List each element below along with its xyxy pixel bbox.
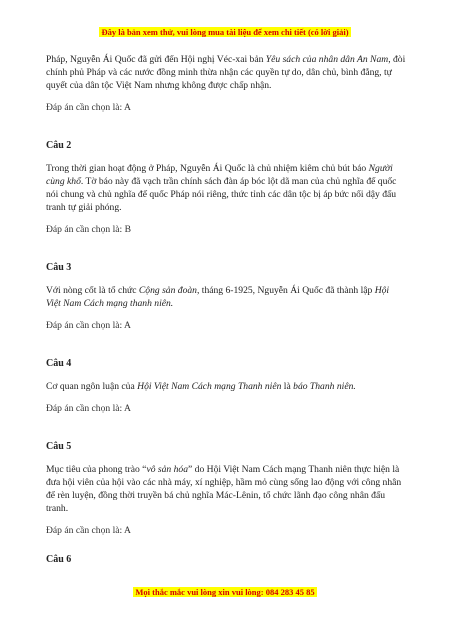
question-3-text (46, 284, 406, 310)
q2-text-a: Trong thời gian hoạt động ở Pháp, Nguyễn Ái Quốc là chủ nhiệm kiêm chủ bút báo (46, 163, 369, 174)
question-5-title: Câu 5 (46, 441, 72, 452)
question-4-text (46, 380, 406, 393)
question-3-title: Câu 3 (46, 262, 72, 273)
question-4-answer: Đáp án cần chọn là: A (46, 403, 131, 414)
q5-text-italic: vô sản hóa (146, 464, 189, 475)
question-5-answer: Đáp án cần chọn là: A (46, 525, 131, 536)
preview-notice-text: Đây là bản xem thử, vui lòng mua tài liệu để xem chi tiết (có lời giải) (101, 27, 349, 37)
question-1-text (46, 53, 406, 92)
q3-text-a: Với nòng cốt là tổ chức (46, 285, 139, 296)
q3-text-italic-2: Hội Việt Nam Cách mạng thanh niên. (46, 285, 390, 309)
question-2-title: Câu 2 (46, 140, 72, 151)
q2-text-b: . Tờ báo này đã vạch trần chính sách đàn áp bóc lột dã man của chủ nghĩa đế quốc nói chung và chủ nghĩa đế quốc Pháp nói riêng, thức tỉnh các dân tộc bị áp bức nổi dậy đấu tranh tự giải phóng. (46, 176, 397, 213)
q1-text-b: , đòi chính phủ Pháp và các nước đồng minh thừa nhận các quyền tự do, dân chủ, bình đẳng, tự quyết của dân tộc Việt Nam nhưng không được chấp nhận. (46, 54, 406, 91)
q5-text-b: ” do Hội Việt Nam Cách mạng Thanh niên thực hiện là đưa hội viên của hội vào các nhà máy, xí nghiệp, hầm mỏ cùng sống lao động với công nhân để rèn luyện, đồng thời truyền bá chủ nghĩa Mác-Lênin, tổ chức lãnh đạo công nhân đấu tranh. (46, 464, 402, 514)
contact-notice-banner (0, 587, 450, 597)
q4-text-a: Cơ quan ngôn luận của (46, 381, 138, 392)
q2-text-italic: Người cùng khổ (46, 163, 393, 187)
q5-text-a: Mục tiêu của phong trào “ (46, 464, 147, 475)
q4-text-italic-2: báo Thanh niên. (293, 381, 356, 392)
question-4-title: Câu 4 (46, 358, 72, 369)
q4-text-b: là (281, 381, 294, 392)
preview-notice-banner (0, 27, 450, 37)
q3-text-italic-1: Cộng sản đoàn (138, 285, 197, 296)
question-2-answer: Đáp án cần chọn là: B (46, 224, 131, 235)
question-1-answer: Đáp án cần chọn là: A (46, 102, 131, 113)
question-5-text (46, 463, 406, 515)
q3-text-b: , tháng 6-1925, Nguyễn Ái Quốc đã thành lập (196, 285, 375, 296)
question-3-answer: Đáp án cần chọn là: A (46, 320, 131, 331)
q4-text-italic-1: Hội Việt Nam Cách mạng Thanh niên (137, 381, 282, 392)
contact-notice-text: Mọi thắc mắc vui lòng xin vui lòng: 084 283 45 85 (135, 587, 315, 597)
document-body (46, 53, 406, 576)
q1-text-a: Pháp, Nguyễn Ái Quốc đã gửi đến Hội nghị Véc-xai bản (46, 54, 266, 65)
question-2-text (46, 162, 406, 214)
question-6-title: Câu 6 (46, 554, 72, 565)
q1-text-italic: Yêu sách của nhân dân An Nam (265, 54, 389, 65)
